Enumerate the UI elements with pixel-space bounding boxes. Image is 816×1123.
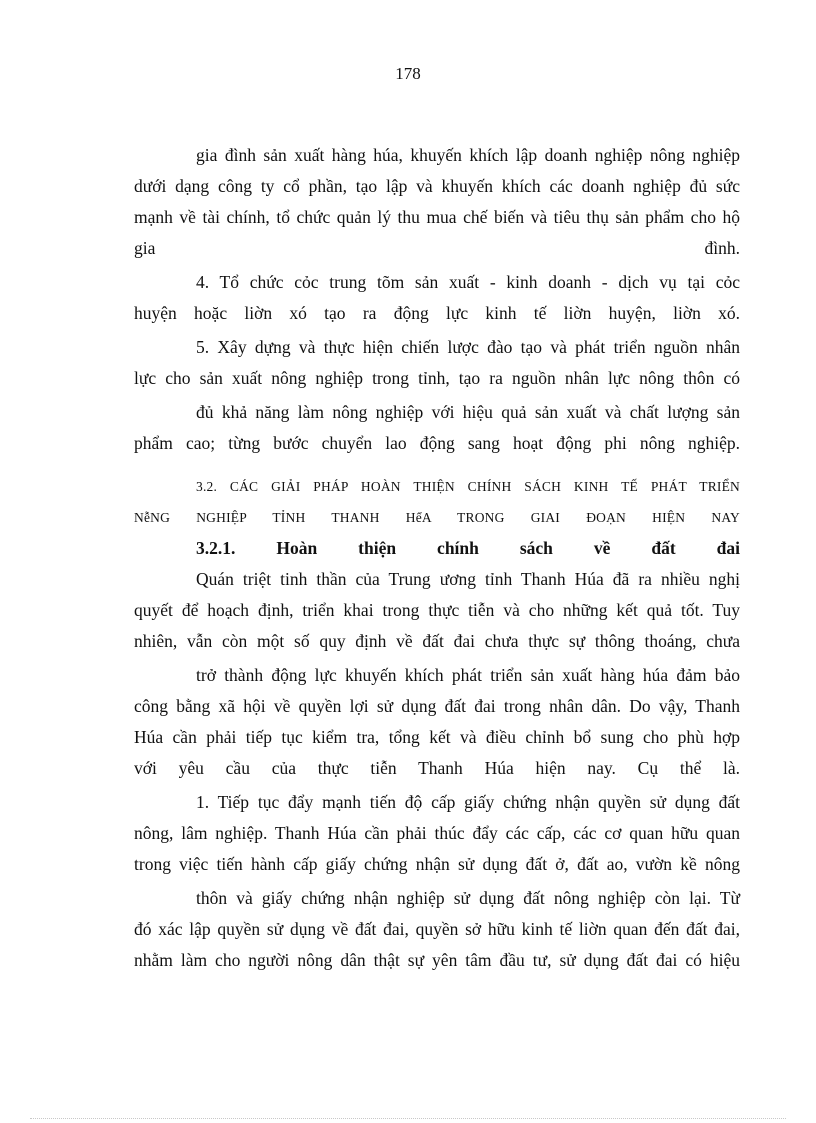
text-line: Húa cần phải tiếp tục kiểm tra, tổng kết và điều chỉnh bổ sung cho phù hợp: [134, 727, 740, 747]
text-line: huyện hoặc liờn xó tạo ra động lực kinh tế liờn huyện, liờn xó.: [134, 303, 740, 323]
page-bottom-rule: [30, 1118, 786, 1119]
text-line: 5. Xây dựng và thực hiện chiến lược đào tạo và phát triển nguồn nhân: [196, 337, 740, 357]
text-line: mạnh về tài chính, tổ chức quản lý thu mua chế biến và tiêu thụ sản phẩm cho hộ: [134, 207, 740, 227]
text-line: phẩm cao; từng bước chuyển lao động sang hoạt động phi nông nghiệp.: [134, 433, 740, 453]
text-line: đủ khả năng làm nông nghiệp với hiệu quả sản xuất và chất lượng sản: [196, 402, 740, 422]
section-heading-line: NễNG NGHIỆP TỈNH THANH HểA TRONG GIAI ĐOẠN HIỆN NAY: [134, 510, 740, 525]
paragraph-item-4: [134, 267, 740, 329]
paragraph-land-item-1: [134, 787, 740, 880]
text-line: với yêu cầu của thực tiễn Thanh Húa hiện nay. Cụ thể là.: [134, 758, 740, 778]
text-line: trong việc tiến hành cấp giấy chứng nhận sử dụng đất ở, đất ao, vườn kề nông: [134, 854, 740, 874]
text-line: 1. Tiếp tục đẩy mạnh tiến độ cấp giấy chứng nhận quyền sử dụng đất: [196, 792, 740, 812]
text-line: gia đình.: [134, 238, 740, 258]
paragraph-item-5: [134, 332, 740, 394]
section-heading-line: 3.2. CÁC GIẢI PHÁP HOÀN THIỆN CHÍNH SÁCH KINH TẾ PHÁT TRIỂN: [196, 479, 740, 494]
text-line: nhiên, vẫn còn một số quy định về đất đai chưa thực sự thông thoáng, chưa: [134, 631, 740, 651]
text-line: 4. Tổ chức cỏc trung tõm sản xuất - kinh doanh - dịch vụ tại cỏc: [196, 272, 740, 292]
text-line: dưới dạng công ty cổ phần, tạo lập và khuyến khích các doanh nghiệp đủ sức: [134, 176, 740, 196]
paragraph-land-item-1-continued: [134, 883, 740, 976]
paragraph-land-policy-continued: [134, 660, 740, 784]
text-line: Quán triệt tinh thần của Trung ương tỉnh Thanh Húa đã ra nhiều nghị: [196, 569, 740, 589]
paragraph-household-production: [134, 140, 740, 264]
text-line: đó xác lập quyền sử dụng về đất đai, quyền sở hữu kinh tế liờn quan đến đất đai,: [134, 919, 740, 939]
text-line: gia đình sản xuất hàng húa, khuyến khích lập doanh nghiệp nông nghiệp: [196, 145, 740, 165]
subsection-heading: 3.2.1. Hoàn thiện chính sách về đất đai: [196, 538, 740, 558]
page-number: 178: [395, 64, 421, 83]
paragraph-item-5-continued: [134, 397, 740, 459]
text-line: nông, lâm nghiệp. Thanh Húa cần phải thúc đẩy các cấp, các cơ quan hữu quan: [134, 823, 740, 843]
document-body: [134, 140, 740, 976]
text-line: công bằng xã hội về quyền lợi sử dụng đất đai trong nhân dân. Do vậy, Thanh: [134, 696, 740, 716]
text-line: thôn và giấy chứng nhận nghiệp sử dụng đất nông nghiệp còn lại. Từ: [196, 888, 740, 908]
paragraph-land-policy-intro: [134, 564, 740, 657]
text-line: trở thành động lực khuyến khích phát triển sản xuất hàng húa đảm bảo: [196, 665, 740, 685]
text-line: quyết để hoạch định, triển khai trong thực tiễn và cho những kết quả tốt. Tuy: [134, 600, 740, 620]
section-heading: [134, 471, 740, 533]
text-line: lực cho sản xuất nông nghiệp trong tỉnh, tạo ra nguồn nhân lực nông thôn có: [134, 368, 740, 388]
text-line: nhằm làm cho người nông dân thật sự yên tâm đầu tư, sử dụng đất đai có hiệu: [134, 950, 740, 970]
